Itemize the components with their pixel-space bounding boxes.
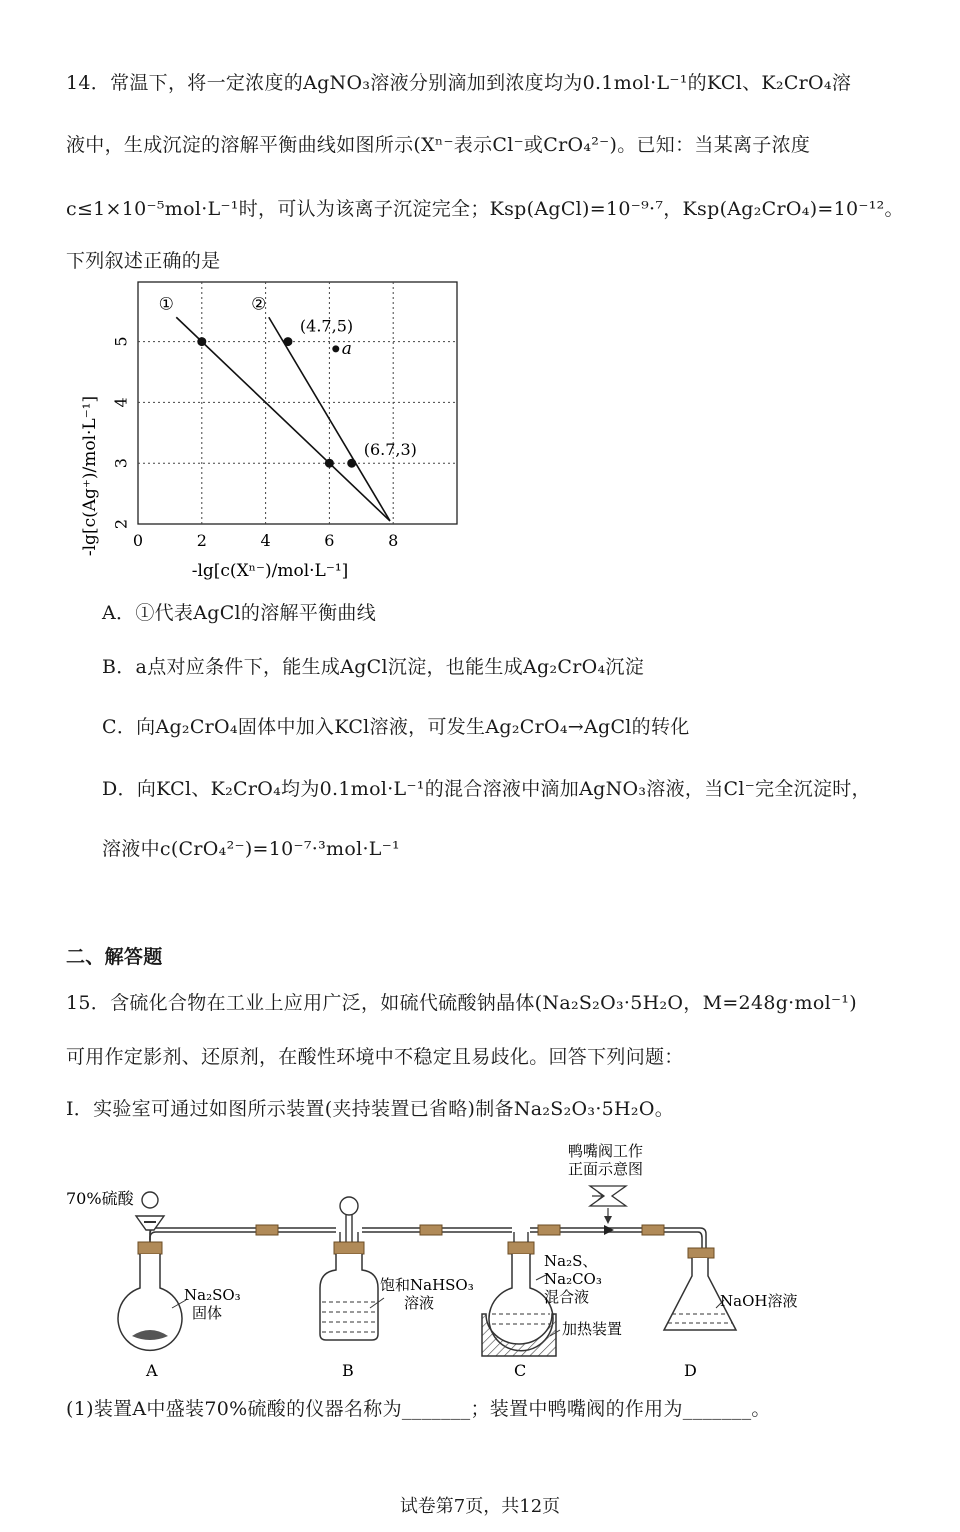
series-line-1 — [176, 317, 390, 521]
y-tick-label: 5 — [111, 336, 131, 347]
connector-2 — [420, 1225, 442, 1235]
q14-line-4: 下列叙述正确的是 — [66, 250, 221, 272]
y-axis-label: -lg[c(Ag⁺)/mol·L⁻¹] — [80, 395, 100, 557]
stopper-a — [138, 1242, 162, 1254]
label-a: A — [146, 1361, 158, 1380]
a-reagent-2: 固体 — [192, 1304, 223, 1322]
y-tick-label: 4 — [111, 397, 131, 408]
q15-line-2: 可用作定影剂、还原剂，在酸性环境中不稳定且易歧化。回答下列问题： — [66, 1046, 684, 1068]
series-label-2: ② — [251, 294, 267, 315]
heater-label: 加热装置 — [562, 1320, 623, 1338]
stopper-b — [334, 1242, 364, 1254]
solubility-equilibrium-chart — [60, 270, 480, 590]
series-1-point — [325, 459, 334, 468]
option-a: A．①代表AgCl的溶解平衡曲线 — [102, 602, 377, 624]
q15-line-3: I．实验室可通过如图所示装置(夹持装置已省略)制备Na₂S₂O₃·5H₂O。 — [66, 1098, 675, 1120]
y-tick-label: 3 — [111, 458, 131, 469]
x-tick-label: 2 — [196, 531, 207, 550]
plot-frame — [138, 282, 457, 524]
q14-line-3: c≤1×10⁻⁵mol·L⁻¹时，可认为该离子沉淀完全；Ksp(AgCl)=10⁻⁹·⁷，Ksp(Ag₂CrO₄)=10⁻¹²。 — [66, 198, 904, 220]
page-footer: 试卷第7页，共12页 — [399, 1496, 561, 1517]
label-d: D — [684, 1361, 697, 1380]
d-reagent: NaOH溶液 — [720, 1292, 798, 1310]
option-d-line-1: D．向KCl、K₂CrO₄均为0.1mol·L⁻¹的混合溶液中滴加AgNO₃溶液，当Cl⁻完全沉淀时， — [102, 778, 871, 800]
c-reagent-2: Na₂CO₃ — [544, 1270, 602, 1288]
point-annotation: (4.7,5) — [299, 316, 354, 336]
point-annotation: (6.7,3) — [363, 440, 417, 460]
point-a-marker — [332, 345, 339, 352]
series-2-point — [283, 337, 292, 346]
x-tick-label: 0 — [132, 531, 144, 550]
label-b: B — [342, 1361, 354, 1380]
q15-line-1: 15．含硫化合物在工业上应用广泛，如硫代硫酸钠晶体(Na₂S₂O₃·5H₂O，M=248g·mol⁻¹) — [66, 992, 857, 1014]
series-1-point — [197, 337, 206, 346]
tube-a-b — [150, 1228, 336, 1240]
option-d-line-2: 溶液中c(CrO₄²⁻)=10⁻⁷·³mol·L⁻¹ — [102, 838, 400, 860]
valve-symbol — [604, 1225, 614, 1235]
series-label-1: ① — [158, 294, 174, 315]
connector-3 — [538, 1225, 560, 1235]
x-tick-label: 6 — [324, 531, 335, 550]
point-a-label: a — [341, 338, 352, 359]
c-reagent-1: Na₂S、 — [544, 1252, 598, 1270]
y-tick-label: 2 — [111, 518, 131, 530]
x-tick-label: 4 — [260, 531, 271, 550]
connector-1 — [256, 1225, 278, 1235]
x-axis-label: -lg[c(Xⁿ⁻)/mol·L⁻¹] — [191, 561, 349, 581]
x-tick-label: 8 — [388, 531, 399, 550]
q15-subquestion-1: (1)装置A中盛装70%硫酸的仪器名称为_______；装置中鸭嘴阀的作用为_______。 — [66, 1398, 771, 1420]
acid-label: 70%硫酸 — [66, 1189, 134, 1208]
b-reagent-1: 饱和NaHSO₃ — [380, 1276, 474, 1294]
valve-title-2: 正面示意图 — [568, 1160, 644, 1178]
series-2-point — [347, 459, 356, 468]
c-reagent-3: 混合液 — [544, 1288, 590, 1306]
q14-line-1: 14．常温下，将一定浓度的AgNO₃溶液分别滴加到浓度均为0.1mol·L⁻¹的KCl、K₂CrO₄溶 — [66, 72, 852, 94]
label-c: C — [514, 1361, 527, 1380]
stopper-c — [508, 1242, 534, 1254]
bulb-funnel-b — [340, 1197, 358, 1215]
apparatus-diagram — [0, 1130, 960, 1390]
option-b: B．a点对应条件下，能生成AgCl沉淀，也能生成Ag₂CrO₄沉淀 — [102, 656, 645, 678]
bottle-b — [320, 1254, 378, 1340]
option-c: C．向Ag₂CrO₄固体中加入KCl溶液，可发生Ag₂CrO₄→AgCl的转化 — [102, 716, 690, 738]
q14-line-2: 液中，生成沉淀的溶解平衡曲线如图所示(Xⁿ⁻表示Cl⁻或CrO₄²⁻)。已知：当某离子浓度 — [66, 134, 811, 156]
a-reagent-1: Na₂SO₃ — [184, 1286, 241, 1304]
stopper-d — [688, 1248, 714, 1258]
section-heading: 二、解答题 — [66, 946, 163, 968]
separatory-funnel-icon — [142, 1192, 158, 1208]
valve-title-1: 鸭嘴阀工作 — [568, 1142, 644, 1160]
connector-4 — [642, 1225, 664, 1235]
b-reagent-2: 溶液 — [404, 1294, 435, 1312]
